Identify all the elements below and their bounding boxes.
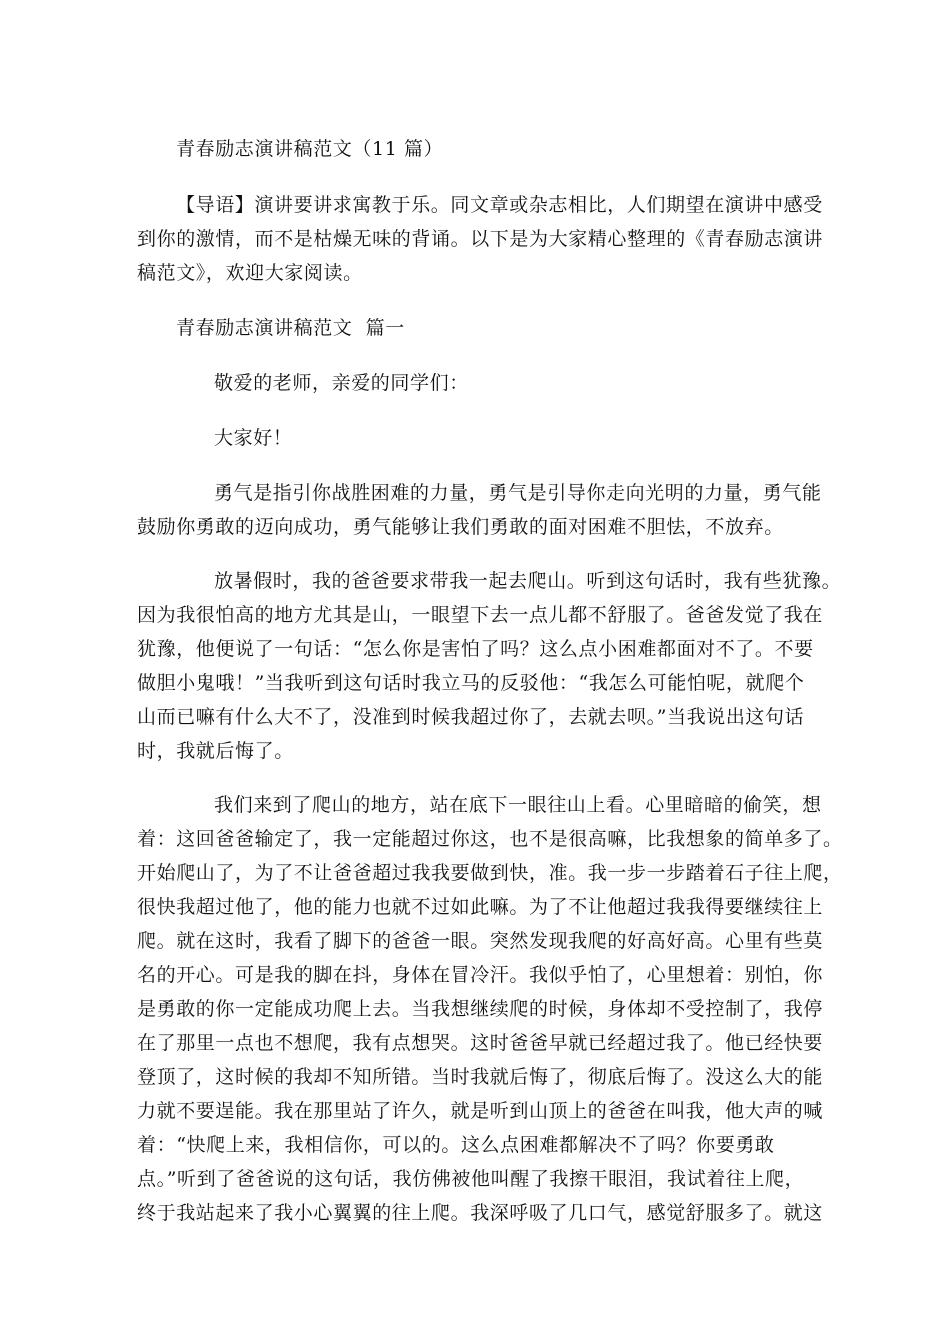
paragraph-3-line-7: 是勇敢的你一定能成功爬上去。当我想继续爬的时候，身体却不受控制了，我停 <box>137 998 824 1020</box>
paragraph-2-line-2: 因为我很怕高的地方尤其是山，一眼望下去一点儿都不舒服了。爸爸发觉了我在 <box>137 604 824 626</box>
intro-line-1: 【导语】演讲要讲求寓教于乐。同文章或杂志相比，人们期望在演讲中感受 <box>176 194 823 216</box>
paragraph-3-line-9: 登顶了，这时候的我却不知所错。当时我就后悔了，彻底后悔了。没这么大的能 <box>137 1066 824 1088</box>
intro-line-2: 到你的激情，而不是枯燥无味的背诵。以下是为大家精心整理的《青春励志演讲 <box>137 228 824 250</box>
paragraph-3-line-11: 着：“快爬上来，我相信你，可以的。这么点困难都解决不了吗？你要勇敢 <box>137 1134 775 1156</box>
paragraph-2-line-4: 做胆小鬼哦！”当我听到这句话时我立马的反驳他：“我怎么可能怕呢，就爬个 <box>137 672 805 694</box>
paragraph-2-line-6: 时，我就后悔了。 <box>137 740 294 762</box>
paragraph-2-line-5: 山而已嘛有什么大不了，没准到时候我超过你了，去就去呗。”当我说出这句话 <box>137 706 805 728</box>
document-title: 青春励志演讲稿范文（11 篇） <box>176 138 444 160</box>
paragraph-3-line-5: 爬。就在这时，我看了脚下的爸爸一眼。突然发现我爬的好高好高。心里有些莫 <box>137 930 824 952</box>
paragraph-2-line-3: 犹豫，他便说了一句话：“怎么你是害怕了吗？这么点小困难都面对不了。不要 <box>137 638 814 660</box>
intro-line-3: 稿范文》，欢迎大家阅读。 <box>137 262 363 284</box>
paragraph-3-line-4: 很快我超过他了，他的能力也就不过如此嘛。为了不让他超过我我得要继续往上 <box>137 896 824 918</box>
paragraph-3-line-10: 力就不要逞能。我在那里站了许久，就是听到山顶上的爸爸在叫我，他大声的喊 <box>137 1100 824 1122</box>
salutation: 敬爱的老师，亲爱的同学们： <box>214 372 469 394</box>
paragraph-3-line-8: 在了那里一点也不想爬，我有点想哭。这时爸爸早就已经超过我了。他已经快要 <box>137 1032 824 1054</box>
paragraph-2-line-1: 放暑假时，我的爸爸要求带我一起去爬山。听到这句话时，我有些犹豫。 <box>214 570 842 592</box>
paragraph-1-line-1: 勇气是指引你战胜困难的力量，勇气是引导你走向光明的力量，勇气能 <box>214 482 822 504</box>
section-heading: 青春励志演讲稿范文 篇一 <box>176 317 405 339</box>
paragraph-3-line-2: 着：这回爸爸输定了，我一定能超过你这，也不是很高嘛，比我想象的简单多了。 <box>137 828 843 850</box>
paragraph-3-line-1: 我们来到了爬山的地方，站在底下一眼往山上看。心里暗暗的偷笑，想 <box>214 794 822 816</box>
greeting: 大家好！ <box>214 427 293 449</box>
paragraph-1-line-2: 鼓励你勇敢的迈向成功，勇气能够让我们勇敢的面对困难不胆怯，不放弃。 <box>137 516 784 538</box>
paragraph-3-line-13: 终于我站起来了我小心翼翼的往上爬。我深呼吸了几口气，感觉舒服多了。就这 <box>137 1202 824 1224</box>
paragraph-3-line-3: 开始爬山了，为了不让爸爸超过我我要做到快，准。我一步一步踏着石子往上爬， <box>137 862 843 884</box>
paragraph-3-line-12: 点。”听到了爸爸说的这句话，我仿佛被他叫醒了我擦干眼泪，我试着往上爬， <box>137 1168 805 1190</box>
paragraph-3-line-6: 名的开心。可是我的脚在抖，身体在冒冷汗。我似乎怕了，心里想着：别怕，你 <box>137 964 824 986</box>
